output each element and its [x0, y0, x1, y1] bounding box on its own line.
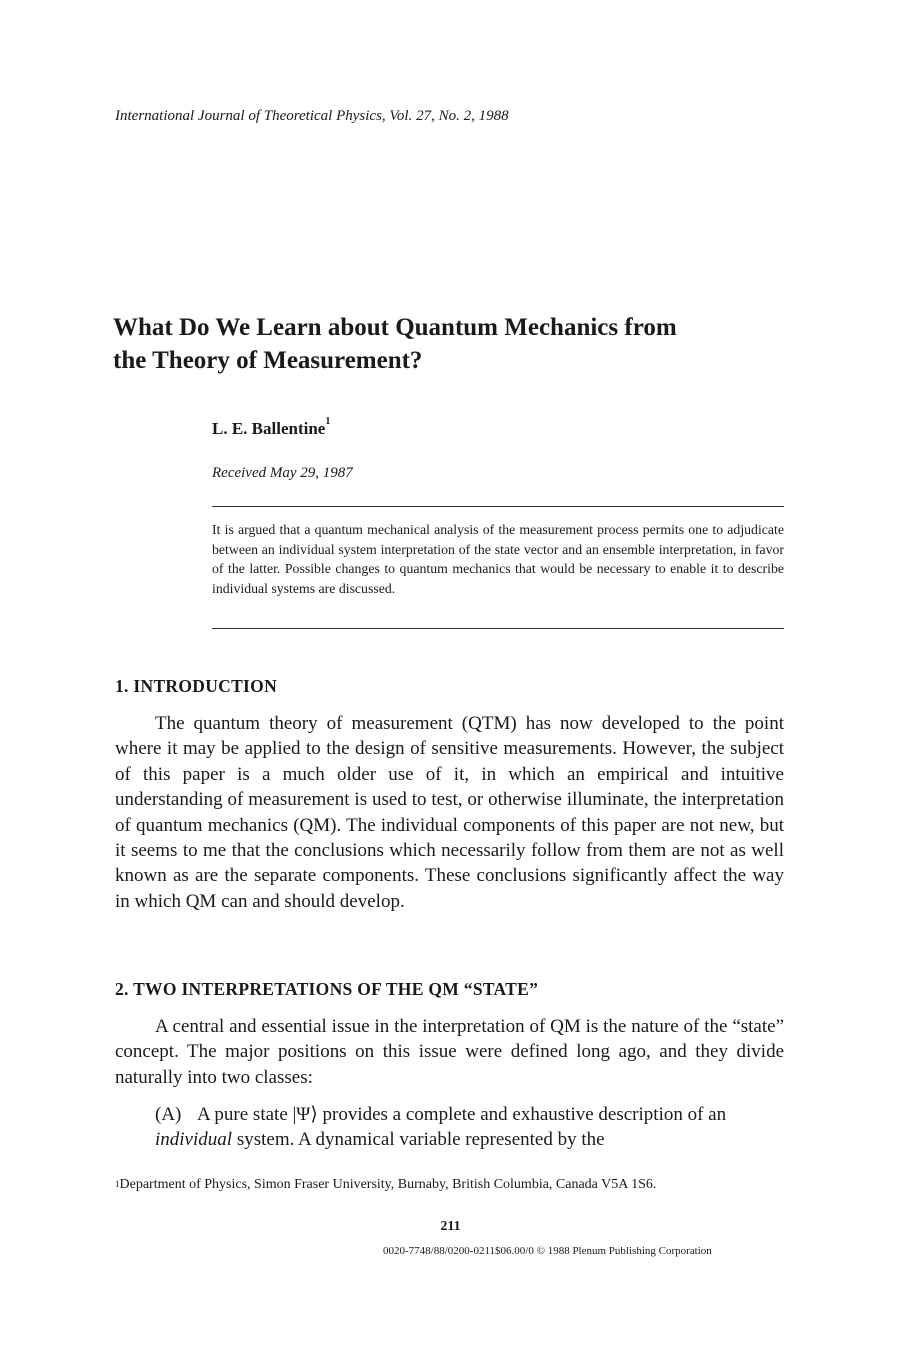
abstract-bottom-rule: [212, 628, 784, 629]
section-1-paragraph: [115, 711, 784, 914]
list-item-a: [155, 1102, 784, 1153]
abstract: It is argued that a quantum mechanical analysis of the measurement process permits one to adjudicate between an individual system interpretation of the state vector and an ensemble interpretation, in favor of the latter. Possible changes to quantum mechanics that would be necessary to enable it to describe individual systems are discussed.: [212, 522, 784, 596]
page-number: 211: [440, 1219, 461, 1234]
title-line-2: the Theory of Measurement?: [113, 347, 423, 374]
section-1-heading: 1. INTRODUCTION: [115, 676, 278, 696]
list-item-text: [155, 1104, 726, 1150]
copyright-line: 0020-7748/88/0200-0211$06.00/0 © 1988 Plenum Publishing Corporation: [383, 1245, 712, 1257]
footnote: [115, 1174, 784, 1195]
footnote-text: Department of Physics, Simon Fraser University, Burnaby, British Columbia, Canada V5A 1S6.: [119, 1177, 657, 1192]
received-date: Received May 29, 1987: [212, 465, 353, 481]
list-item-emphasis: individual: [155, 1129, 233, 1151]
abstract-top-rule: [212, 506, 784, 507]
author-footnote-mark: 1: [325, 416, 331, 427]
section-2-text: A central and essential issue in the interpretation of QM is the nature of the “state” concept. The major positions on this issue were defined long ago, and they divide naturally into two classes:: [115, 1016, 784, 1088]
list-item-text-part: system. A dynamical variable represented by the: [236, 1129, 605, 1151]
author-name: L. E. Ballentine: [212, 419, 326, 438]
author: [212, 416, 331, 439]
list-item-label: (A): [155, 1104, 182, 1125]
section-1-text: The quantum theory of measurement (QTM) has now developed to the point where it may be applied to the design of sensitive measurements. However, the subject of this paper is a much older use of it, in which an empirical and intuitive understanding of measurement is used to test, or otherwise illuminate, the interpretation of quantum mechanics (QM). The individual components of this paper are not new, but it seems to me that the conclusions which necessarily follow from them are not as well known as are the separate components. These conclusions significantly affect the way in which QM can and should develop.: [115, 713, 784, 912]
footnote-mark: 1: [115, 1179, 120, 1189]
section-2-heading: 2. TWO INTERPRETATIONS OF THE QM “STATE”: [115, 979, 539, 999]
journal-header: International Journal of Theoretical Physics, Vol. 27, No. 2, 1988: [115, 108, 509, 124]
paper-title: [113, 311, 813, 377]
section-2-paragraph: [115, 1014, 784, 1090]
title-line-1: What Do We Learn about Quantum Mechanics from: [113, 314, 677, 341]
list-item-text-part: A pure state |Ψ⟩ provides a complete and exhaustive description of an: [197, 1104, 727, 1125]
